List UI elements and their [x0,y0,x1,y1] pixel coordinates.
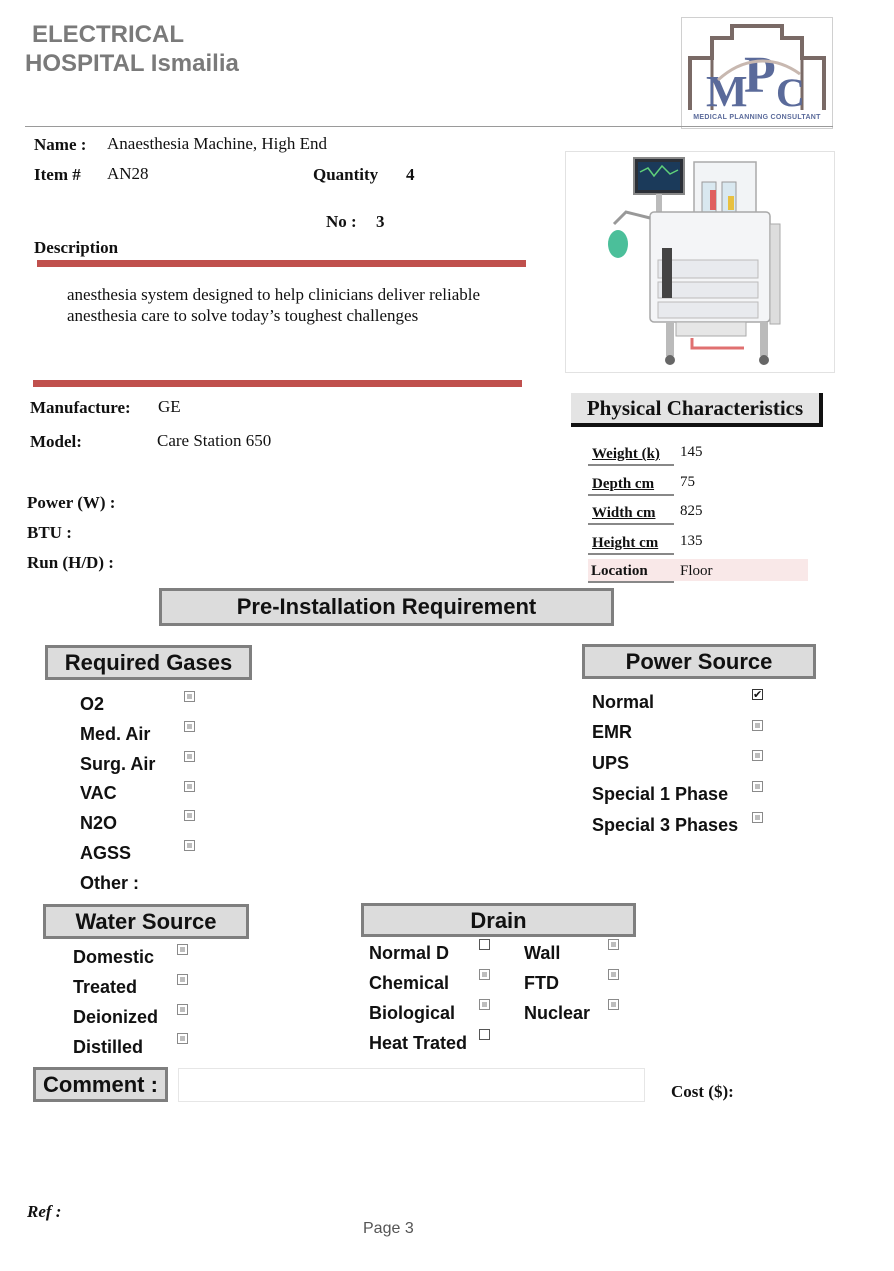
water-distilled-checkbox[interactable] [177,1033,188,1044]
hospital-name-line1: ELECTRICAL [32,21,184,48]
name-value: Anaesthesia Machine, High End [107,134,327,153]
power-label: Power (W) : [27,493,116,512]
mpc-logo-icon [682,18,832,128]
gas-other-label: Other : [80,873,140,893]
width-underline [588,523,674,525]
drain-nuclear-label: Nuclear [524,1003,591,1023]
width-label: Width cm [592,505,656,521]
comment-field[interactable] [178,1068,645,1102]
run-label: Run (H/D) : [27,553,114,572]
drain-title: Drain [361,903,636,937]
model-label: Model: [30,432,82,451]
description-line-2: anesthesia care to solve today’s toughest challenges [67,306,419,325]
gas-med-air-checkbox[interactable] [184,721,195,732]
manufacture-label: Manufacture: [30,398,131,417]
ref-label: Ref : [27,1202,62,1221]
svg-text:P: P [744,47,776,104]
cost-label: Cost ($): [671,1082,734,1101]
power-special-1phase-checkbox[interactable] [752,781,763,792]
drain-heat-trated-checkbox[interactable] [479,1029,490,1040]
water-deionized-checkbox[interactable] [177,1004,188,1015]
gas-agss-checkbox[interactable] [184,840,195,851]
quantity-label: Quantity [313,165,379,184]
no-value: 3 [376,212,385,231]
power-special-3phases-checkbox[interactable] [752,812,763,823]
gas-o2-checkbox[interactable] [184,691,195,702]
location-underline [588,581,674,583]
gas-med-air-label: Med. Air [80,724,151,744]
power-special-3phases-label: Special 3 Phases [592,815,739,835]
location-label: Location [591,563,648,579]
drain-biological-label: Biological [369,1003,456,1023]
weight-value: 145 [680,444,703,460]
pre-installation-title: Pre-Installation Requirement [159,588,614,626]
drain-heat-trated-label: Heat Trated [369,1033,468,1053]
drain-wall-checkbox[interactable] [608,939,619,950]
height-value: 135 [680,533,703,549]
weight-underline [588,464,674,466]
description-top-rule [37,260,526,267]
location-value: Floor [680,563,713,579]
model-value: Care Station 650 [157,431,272,450]
svg-text:M: M [706,67,748,116]
height-underline [588,553,674,555]
water-deionized-label: Deionized [73,1007,159,1027]
anaesthesia-machine-icon [566,152,834,372]
drain-normal-label: Normal D [369,943,450,963]
drain-wall-label: Wall [524,943,561,963]
water-source-title: Water Source [43,904,249,939]
svg-text:C: C [776,70,805,115]
description-label: Description [34,238,119,257]
weight-label: Weight (k) [592,446,660,462]
power-emr-checkbox[interactable] [752,720,763,731]
height-label: Height cm [592,535,659,551]
gas-vac-checkbox[interactable] [184,781,195,792]
gas-n2o-label: N2O [80,813,118,833]
water-distilled-label: Distilled [73,1037,144,1057]
power-normal-checkbox[interactable]: ✔ [753,688,763,701]
water-domestic-checkbox[interactable] [177,944,188,955]
comment-label: Comment : [33,1067,168,1102]
quantity-value: 4 [406,165,415,184]
page-number: Page 3 [363,1220,414,1237]
description-line-1: anesthesia system designed to help clinicians deliver reliable [67,285,481,304]
item-number-label: Item # [34,165,81,184]
name-label: Name : [34,135,87,154]
power-ups-label: UPS [592,753,630,773]
gas-agss-label: AGSS [80,843,132,863]
water-domestic-label: Domestic [73,947,155,967]
depth-label: Depth cm [592,476,655,492]
drain-chemical-label: Chemical [369,973,450,993]
drain-ftd-checkbox[interactable] [608,969,619,980]
consultant-logo [681,17,833,129]
width-value: 825 [680,503,703,519]
power-ups-checkbox[interactable] [752,750,763,761]
manufacture-value: GE [158,397,181,416]
gas-surg-air-checkbox[interactable] [184,751,195,762]
drain-normal-checkbox[interactable] [479,939,490,950]
drain-chemical-checkbox[interactable] [479,969,490,980]
required-gases-title: Required Gases [45,645,252,680]
power-source-title: Power Source [582,644,816,679]
btu-label: BTU : [27,523,72,542]
drain-biological-checkbox[interactable] [479,999,490,1010]
physical-characteristics-title: Physical Characteristics [571,393,823,427]
header-divider [25,126,833,127]
drain-nuclear-checkbox[interactable] [608,999,619,1010]
item-number-value: AN28 [107,164,149,183]
water-treated-checkbox[interactable] [177,974,188,985]
anaesthesia-machine-image [565,151,835,373]
power-emr-label: EMR [592,722,632,742]
drain-ftd-label: FTD [524,973,559,993]
gas-n2o-checkbox[interactable] [184,810,195,821]
gas-vac-label: VAC [80,783,117,803]
gas-surg-air-label: Surg. Air [80,754,156,774]
hospital-name-line2: HOSPITAL Ismailia [25,50,239,77]
power-special-1phase-label: Special 1 Phase [592,784,729,804]
gas-o2-label: O2 [80,694,105,714]
description-bottom-rule [33,380,522,387]
depth-value: 75 [680,474,695,490]
depth-underline [588,494,674,496]
water-treated-label: Treated [73,977,138,997]
no-label: No : [326,212,357,231]
power-normal-label: Normal [592,692,655,712]
logo-caption: MEDICAL PLANNING CONSULTANT [693,114,821,121]
